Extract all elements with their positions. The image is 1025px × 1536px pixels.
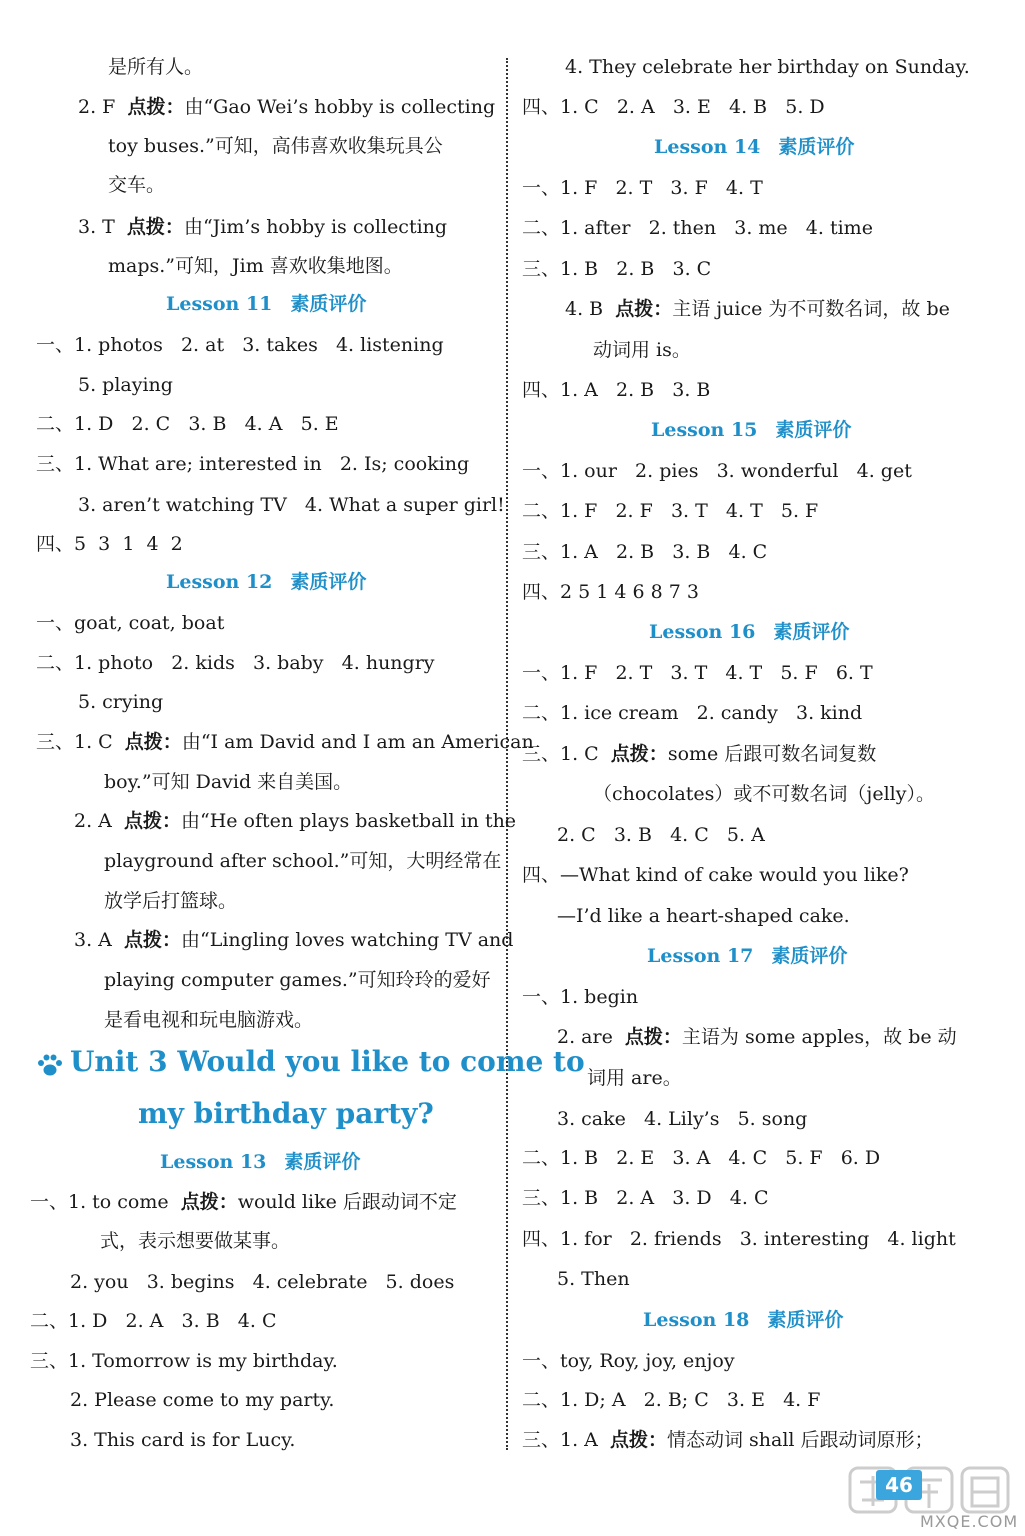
answer-line (78, 94, 495, 120)
lesson-title: Lesson 13 (160, 1151, 267, 1173)
answer-line: 3. cake 4. Lily’s 5. song (557, 1108, 808, 1130)
answer-line: 3. This card is for Lucy. (70, 1429, 296, 1451)
answer-text: some 后跟可数名词复数 (667, 743, 877, 765)
answer-line: 2. you 3. begins 4. celebrate 5. does (70, 1271, 455, 1293)
lesson-subtitle: 素质评价 (290, 571, 367, 593)
answer-line: playing computer games.”可知玲玲的爱好 (104, 969, 491, 991)
answer-line: maps.”可知，Jim 喜欢收集地图。 (108, 255, 403, 277)
paw-icon (36, 1053, 64, 1077)
lesson-heading (651, 417, 851, 443)
answer-line: 一、toy, Roy, joy, enjoy (522, 1350, 735, 1372)
lesson-subtitle: 素质评价 (771, 945, 848, 967)
lesson-title: Lesson 17 (647, 945, 754, 967)
answer-line: 二、1. after 2. then 3. me 4. time (522, 217, 873, 239)
answer-line (557, 1024, 957, 1050)
answer-text: would like 后跟动词不定 (237, 1191, 457, 1213)
answer-line: 二、1. D 2. A 3. B 4. C (30, 1310, 277, 1332)
hint-label: 点拨： (123, 810, 181, 832)
answer-line: 四、5 3 1 4 2 (36, 533, 183, 555)
answer-line: —I’d like a heart-shaped cake. (557, 905, 850, 927)
lesson-heading (166, 569, 366, 595)
answer-line: 二、1. ice cream 2. candy 3. kind (522, 702, 863, 724)
answer-text: 由“He often plays basketball in the (180, 810, 517, 832)
answer-text: 3. T (78, 216, 127, 238)
answer-line: boy.”可知 David 来自美国。 (104, 771, 353, 793)
answer-line: 四、2 5 1 4 6 8 7 3 (522, 581, 699, 603)
answer-line (30, 1189, 457, 1215)
answer-line: 一、1. F 2. T 3. F 4. T (522, 177, 763, 199)
hint-label: 点拨： (610, 743, 668, 765)
lesson-subtitle: 素质评价 (290, 293, 367, 315)
lesson-heading (647, 943, 847, 969)
answer-text: 2. are (557, 1026, 625, 1048)
lesson-heading (166, 291, 366, 317)
answer-line: 一、1. begin (522, 986, 639, 1008)
lesson-title: Lesson 14 (654, 136, 761, 158)
answer-text: 3. A (74, 929, 124, 951)
answer-line (522, 741, 876, 767)
answer-text: 由“I am David and I am an American (181, 731, 534, 753)
answer-line: 式，表示想要做某事。 (100, 1230, 291, 1252)
hint-label: 点拨： (123, 929, 181, 951)
answer-line: 三、1. B 2. A 3. D 4. C (522, 1187, 769, 1209)
answer-line: 一、1. photos 2. at 3. takes 4. listening (36, 334, 444, 356)
hint-label: 点拨： (127, 96, 185, 118)
answer-line: 二、1. D 2. C 3. B 4. A 5. E (36, 413, 339, 435)
hint-label: 点拨： (615, 298, 673, 320)
answer-line: 是看电视和玩电脑游戏。 (104, 1009, 314, 1031)
answer-line: playground after school.”可知，大明经常在 (104, 850, 502, 872)
answer-text: 2. A (74, 810, 124, 832)
lesson-title: Lesson 11 (166, 293, 273, 315)
answer-text: 由“Lingling loves watching TV and (180, 929, 514, 951)
answer-text: 一、1. to come (30, 1191, 181, 1213)
watermark-text: MXQE.COM (920, 1512, 1019, 1531)
answer-line: 二、1. F 2. F 3. T 4. T 5. F (522, 500, 819, 522)
answer-line: 是所有人。 (108, 56, 204, 78)
unit-title-line2: my birthday party? (138, 1097, 434, 1130)
answer-line: 交车。 (108, 174, 166, 196)
answer-text: 三、1. A (522, 1429, 610, 1451)
answer-line (78, 214, 447, 240)
answer-line: 4. They celebrate her birthday on Sunday. (565, 56, 970, 78)
answer-line: （chocolates）或不可数名词（jelly）。 (593, 783, 935, 805)
answer-line (522, 1427, 934, 1453)
lesson-title: Lesson 12 (166, 571, 273, 593)
hint-label: 点拨： (609, 1429, 667, 1451)
answer-line: toy buses.”可知，高伟喜欢收集玩具公 (108, 135, 443, 157)
lesson-title: Lesson 16 (649, 621, 756, 643)
lesson-subtitle: 素质评价 (773, 621, 850, 643)
answer-line: 3. aren’t watching TV 4. What a super girl! (78, 494, 505, 516)
answer-line: 四、1. A 2. B 3. B (522, 379, 711, 401)
answer-line: 5. playing (78, 374, 173, 396)
answer-line: 词用 are。 (587, 1067, 682, 1089)
page-number: 46 (876, 1470, 922, 1500)
answer-line: 三、1. B 2. B 3. C (522, 258, 712, 280)
hint-label: 点拨： (124, 731, 182, 753)
hint-label: 点拨： (180, 1191, 238, 1213)
answer-line: 二、1. photo 2. kids 3. baby 4. hungry (36, 652, 435, 674)
answer-line: 2. Please come to my party. (70, 1389, 335, 1411)
lesson-heading (160, 1149, 360, 1175)
hint-label: 点拨： (624, 1026, 682, 1048)
answer-line: 二、1. D; A 2. B; C 3. E 4. F (522, 1389, 821, 1411)
answer-line: 四、—What kind of cake would you like? (522, 864, 909, 886)
answer-line: 5. Then (557, 1268, 630, 1290)
answer-line (74, 808, 516, 834)
answer-text: 由“Jim’s hobby is collecting (183, 216, 448, 238)
answer-line: 四、1. C 2. A 3. E 4. B 5. D (522, 96, 825, 118)
lesson-subtitle: 素质评价 (775, 419, 852, 441)
answer-line (74, 927, 513, 953)
answer-line: 三、1. What are; interested in 2. Is; cooking (36, 453, 470, 475)
answer-line: 三、1. A 2. B 3. B 4. C (522, 541, 768, 563)
answer-text: 2. F (78, 96, 128, 118)
answer-line (565, 296, 950, 322)
answer-text: 三、1. C (522, 743, 611, 765)
answer-text: 4. B (565, 298, 616, 320)
answer-line: 四、1. for 2. friends 3. interesting 4. light (522, 1228, 956, 1250)
lesson-heading (654, 134, 854, 160)
answer-text: 由“Gao Wei’s hobby is collecting (184, 96, 496, 118)
answer-line: 一、goat, coat, boat (36, 612, 225, 634)
answer-text: 情态动词 shall 后跟动词原形； (666, 1429, 934, 1451)
hint-label: 点拨： (126, 216, 184, 238)
answer-line: 5. crying (78, 691, 164, 713)
answer-line: 动词用 is。 (593, 339, 691, 361)
lesson-title: Lesson 18 (643, 1309, 750, 1331)
answer-line: 二、1. B 2. E 3. A 4. C 5. F 6. D (522, 1147, 881, 1169)
answer-text: 三、1. C (36, 731, 125, 753)
answer-text: 主语为 some apples，故 be 动 (681, 1026, 957, 1048)
answer-line: 三、1. Tomorrow is my birthday. (30, 1350, 338, 1372)
answer-line: 放学后打篮球。 (104, 890, 238, 912)
answer-line: 一、1. our 2. pies 3. wonderful 4. get (522, 460, 912, 482)
lesson-subtitle: 素质评价 (778, 136, 855, 158)
answer-line (36, 729, 534, 755)
lesson-heading (649, 619, 849, 645)
lesson-subtitle: 素质评价 (284, 1151, 361, 1173)
unit-title-line1: Unit 3 Would you like to come to (70, 1045, 585, 1078)
answer-line: 一、1. F 2. T 3. T 4. T 5. F 6. T (522, 662, 873, 684)
lesson-heading (643, 1307, 843, 1333)
lesson-title: Lesson 15 (651, 419, 758, 441)
answer-line: 2. C 3. B 4. C 5. A (557, 824, 765, 846)
lesson-subtitle: 素质评价 (767, 1309, 844, 1331)
answer-text: 主语 juice 为不可数名词，故 be (672, 298, 950, 320)
